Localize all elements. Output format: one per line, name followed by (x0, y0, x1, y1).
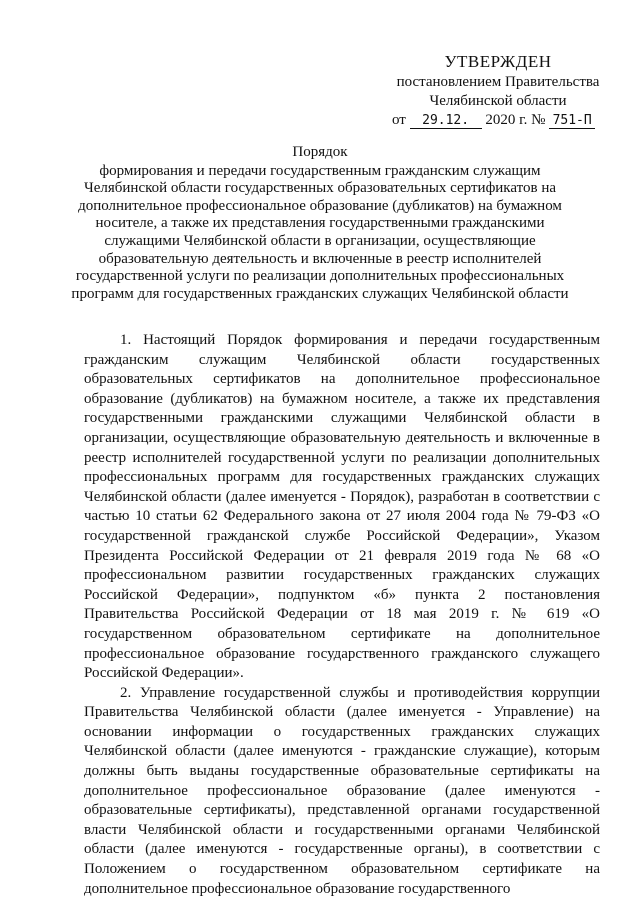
approved-heading: УТВЕРЖДЕН (444, 52, 552, 71)
title-text: формирования и передачи государственным гражданским служащим Челябинской области государственных образовательных сертификатов на дополнительное профессиональное образование (дубликатов) на бумажном носителе, а также их представления государственными гражданскими служащими Челябинской области в организации, осуществляющие образовательную деятельность и включенные в реестр исполнителей государственной услуги по реализации дополнительных профессиональных программ для государственных гражданских служащих Челябинской области (71, 162, 569, 302)
approval-number: 751-П (549, 113, 595, 129)
title-word: Порядок (292, 144, 348, 160)
approval-line-2: Челябинской области (429, 93, 567, 109)
document-title (60, 144, 580, 303)
paragraph-2: 2. Управление государственной службы и противодействия коррупции Правительства Челябинской области (далее именуется - Управление) на основании информации о государственных гражданских служащих Челябинской области (далее именуются - гражданские служащие), которым должны быть выданы государственные образовательные сертификаты на дополнительное профессиональное образование (далее именуются - образовательные сертификаты), представленной органами государственной власти Челябинской области и государственными органами Челябинской области (далее именуются - государственные органы), в соответствии с Положением о государственном образовательном сертификате на дополнительное профессиональное образование государственного (84, 684, 600, 897)
approval-year-label: 2020 г. № (485, 112, 546, 128)
approval-from-label: от (392, 112, 406, 128)
approval-line-1: постановлением Правительства (396, 74, 600, 90)
approval-date: 29.12. (410, 113, 482, 129)
approval-date-row (380, 111, 616, 130)
document-body (84, 331, 600, 899)
paragraph-1: 1. Настоящий Порядок формирования и передачи государственным гражданским служащим Челябинской области государственных образовательных сертификатов на дополнительное профессиональное образование (дубликатов) на бумажном носителе, а также их представления государственными гражданскими служащими Челябинской области в организации, осуществляющие образовательную деятельность и включенные в реестр исполнителей государственной услуги по реализации дополнительных профессиональных программ для государственных гражданских служащих Челябинской области (далее именуется - Порядок), разработан в соответствии с частью 10 статьи 62 Федерального закона от 27 июля 2004 года № 79-ФЗ «О государственной гражданской службе Российской Федерации», Указом Президента Российской Федерации от 21 февраля 2019 года № 68 «О профессиональном развитии государственных гражданских служащих Российской Федерации», подпунктом «б» пункта 2 постановления Правительства Российской Федерации от 18 мая 2019 г. № 619 «О государственном образовательном сертификате на дополнительное профессиональное образование государственного гражданского служащего Российской Федерации». (84, 332, 600, 682)
approval-block (380, 52, 616, 130)
